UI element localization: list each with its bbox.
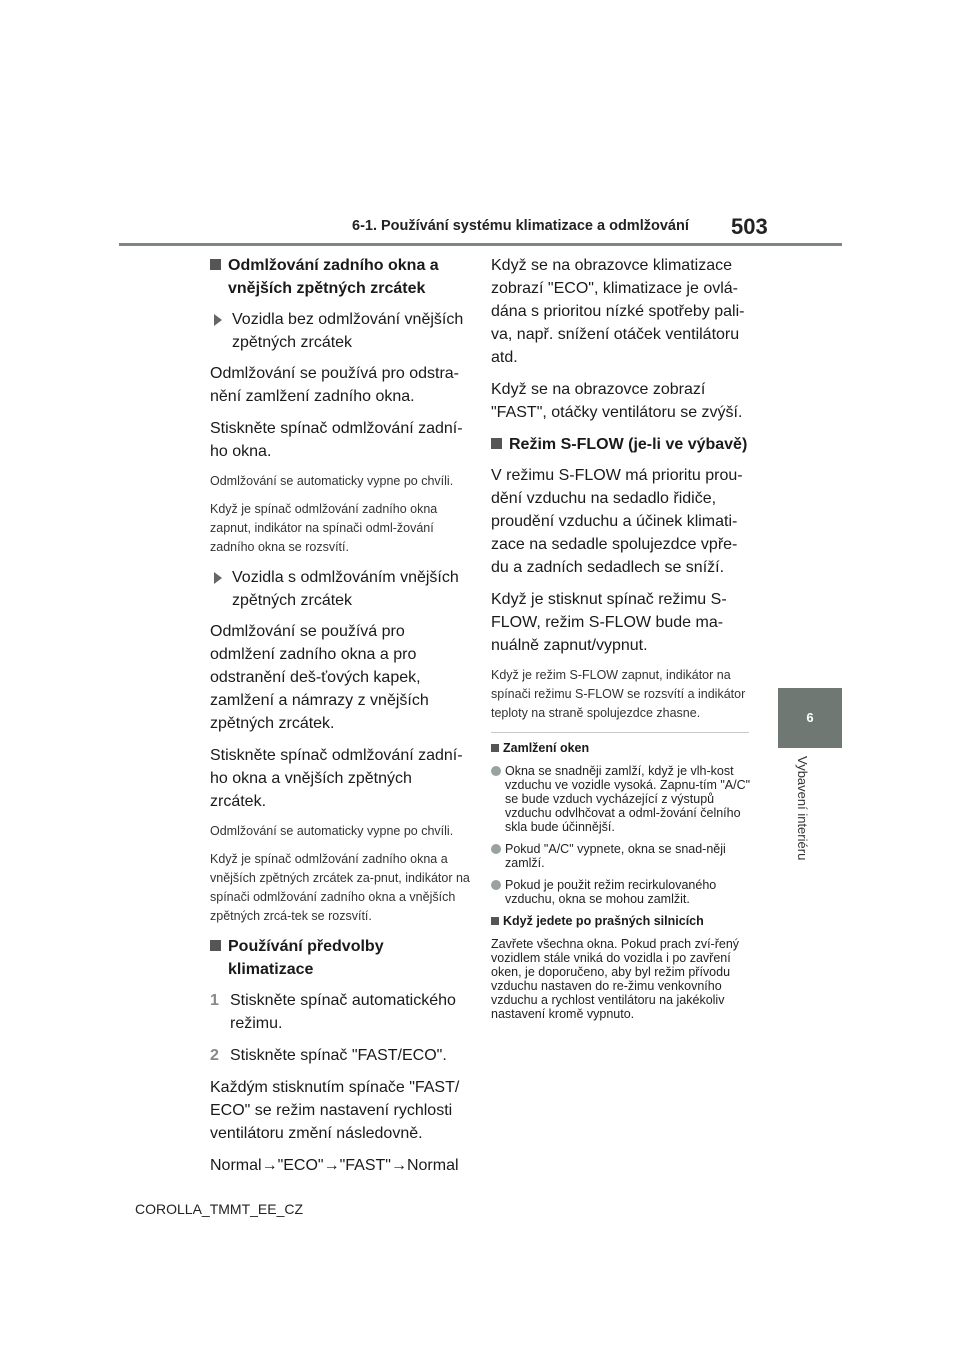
small-note: Odmlžování se automaticky vypne po chvíli. xyxy=(210,824,454,838)
right-column xyxy=(491,254,751,1021)
page-number: 503 xyxy=(731,214,768,239)
footer-doc-id: COROLLA_TMMT_EE_CZ xyxy=(135,1201,304,1217)
triangle-bullet-icon xyxy=(214,314,222,326)
heading-ac-preset: Používání předvolby klimatizace xyxy=(210,935,472,981)
note-item: Okna se snadněji zamlží, když je vlh-kost vzduchu ve vozidle vysoká. Zapnu-tím "A/C" se bude vzduch vycházející z výstupů vzduchu odvlhčovat a odml-žování čelního skla bude účinnější. xyxy=(491,764,751,834)
note-item: Pokud je použit režim recirkulovaného vzduchu, okna se mohou zamlžit. xyxy=(491,878,751,906)
paragraph: Stiskněte spínač odmlžování zadní-ho okna. xyxy=(210,420,463,460)
chapter-label: Vybavení interiéru xyxy=(795,756,810,861)
step-2: 2 Stiskněte spínač "FAST/ECO". xyxy=(210,1047,447,1064)
paragraph: Když se na obrazovce zobrazí "FAST", otáčky ventilátoru se zvýší. xyxy=(491,381,743,421)
chapter-number: 6 xyxy=(806,710,814,725)
left-column xyxy=(210,254,472,1186)
paragraph: Odmlžování se používá pro odmlžení zadního okna a pro odstranění deš-ťových kapek, zamlžení a námrazy z vnějších zpětných zrcátek. xyxy=(210,623,429,732)
note-paragraph: Zavřete všechna okna. Pokud prach zví-řený vozidlem stále vniká do vozidla i po zavření oken, je doporučeno, aby byl režim přívodu vzduchu nastaven do re-žimu venkovního vzduchu a rychlost ventilátoru na jakékoliv nastavení kromě vypnuto. xyxy=(491,937,740,1021)
small-note: Když je spínač odmlžování zadního okna zapnut, indikátor na spínači odml-žování zadního okna se rozsvítí. xyxy=(210,502,438,554)
square-bullet-icon xyxy=(210,259,221,270)
step-1: 1 Stiskněte spínač automatického režimu. xyxy=(210,992,456,1032)
note-heading-dusty-roads: Když jedete po prašných silnicích xyxy=(491,914,751,929)
heading-s-flow: Režim S-FLOW (je-li ve výbavě) xyxy=(491,433,751,456)
note-heading-fogging: Zamlžení oken xyxy=(491,741,751,756)
paragraph: Odmlžování se používá pro odstra-nění zamlžení zadního okna. xyxy=(210,365,460,405)
square-bullet-icon xyxy=(491,744,499,752)
small-note: Když je spínač odmlžování zadního okna a vnějších zpětných zrcátek za-pnut, indikátor na spínači odmlžování zadního okna a vnějších zpětných zrcá-tek se rozsvítí. xyxy=(210,852,470,923)
square-bullet-icon xyxy=(210,940,221,951)
subheading-without-mirror-defogger: Vozidla bez odmlžování vnějších zpětných zrcátek xyxy=(210,308,472,354)
small-note: Když je režim S-FLOW zapnut, indikátor na spínači režimu S-FLOW se rozsvítí a indikátor teploty na straně spolujezdce zhasne. xyxy=(491,668,746,720)
square-bullet-icon xyxy=(491,438,502,449)
triangle-bullet-icon xyxy=(214,572,222,584)
paragraph: Když se na obrazovce klimatizace zobrazí "ECO", klimatizace je ovlá-dána s prioritou nízké spotřeby pali-va, např. snížení otáček ventilátoru atd. xyxy=(491,257,745,366)
square-bullet-icon xyxy=(491,917,499,925)
chapter-tab[interactable] xyxy=(778,688,842,748)
small-note: Odmlžování se automaticky vypne po chvíli. xyxy=(210,474,454,488)
mode-sequence: Normal→"ECO"→"FAST"→Normal xyxy=(210,1157,459,1174)
paragraph: Stiskněte spínač odmlžování zadní-ho okna a vnějších zpětných zrcátek. xyxy=(210,747,463,810)
paragraph: V režimu S-FLOW má prioritu prou-dění vzduchu na sedadlo řidiče, proudění vzduchu a účinek klimati-zace na sedadle spolujezdce vpře-du a zadních sedadlech se sníží. xyxy=(491,467,743,576)
heading-rear-defogger: Odmlžování zadního okna a vnějších zpětných zrcátek xyxy=(210,254,472,300)
circle-bullet-icon xyxy=(491,766,501,776)
header-rule xyxy=(119,243,842,246)
circle-bullet-icon xyxy=(491,844,501,854)
circle-bullet-icon xyxy=(491,880,501,890)
note-item: Pokud "A/C" vypnete, okna se snad-něji zamlží. xyxy=(491,842,751,870)
section-title: 6-1. Používání systému klimatizace a odmlžování xyxy=(352,218,689,234)
subheading-with-mirror-defogger: Vozidla s odmlžováním vnějších zpětných zrcátek xyxy=(210,566,472,612)
paragraph: Každým stisknutím spínače "FAST/ ECO" se režim nastavení rychlosti ventilátoru změní následovně. xyxy=(210,1079,460,1142)
section-divider xyxy=(491,732,749,733)
paragraph: Když je stisknut spínač režimu S-FLOW, režim S-FLOW bude ma-nuálně zapnut/vypnut. xyxy=(491,591,727,654)
